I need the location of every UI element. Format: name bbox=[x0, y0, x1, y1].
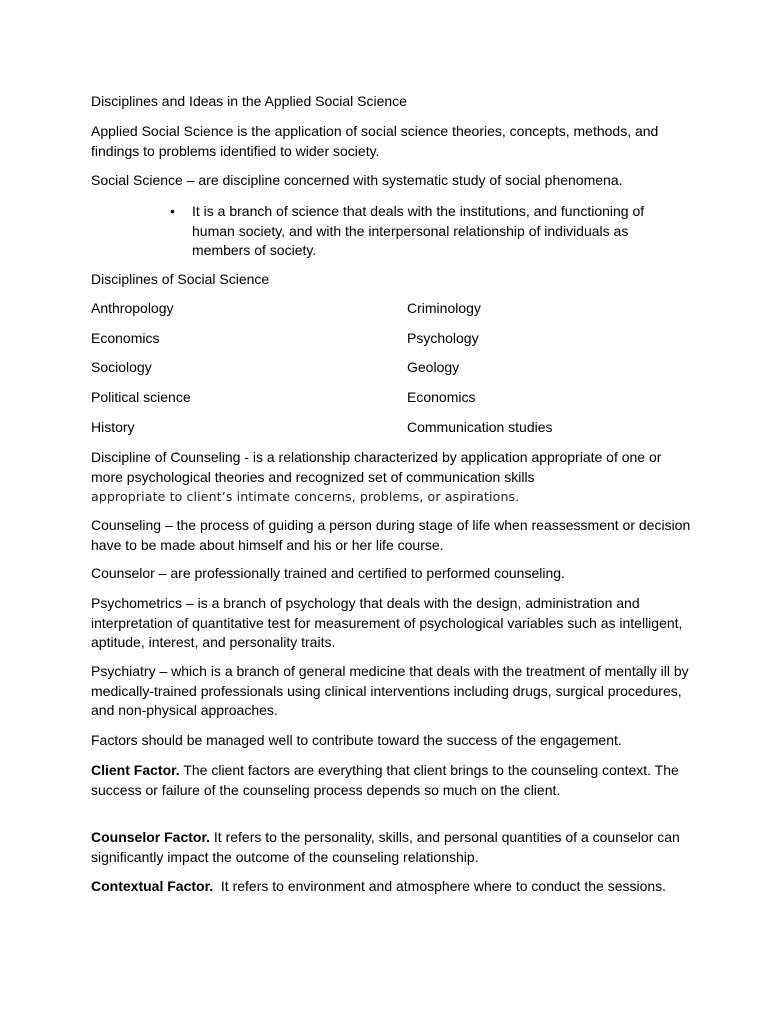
discipline-left-item: History bbox=[91, 419, 135, 435]
counselor-definition: Counselor – are professionally trained and certified to performed counseling. bbox=[91, 565, 565, 581]
counselor-factor-paragraph bbox=[91, 828, 691, 867]
discipline-left-item: Anthropology bbox=[91, 300, 174, 316]
intro-paragraph: Applied Social Science is the application of social science theories, concepts, methods, and findings to problems identified to wider society. bbox=[91, 123, 659, 159]
counseling-discipline-continuation: appropriate to client’s intimate concerns, problems, or aspirations. bbox=[91, 489, 520, 504]
discipline-right-item: Psychology bbox=[407, 330, 479, 346]
factors-intro: Factors should be managed well to contribute toward the success of the engagement. bbox=[91, 732, 622, 748]
social-science-definition: Social Science – are discipline concerned with systematic study of social phenomena. bbox=[91, 172, 623, 188]
client-factor-paragraph bbox=[91, 761, 691, 800]
discipline-left-item: Political science bbox=[91, 389, 191, 405]
discipline-left-item: Economics bbox=[91, 330, 160, 346]
contextual-factor-paragraph bbox=[91, 877, 691, 897]
discipline-right-item: Communication studies bbox=[407, 419, 553, 435]
counseling-definition: Counseling – the process of guiding a person during stage of life when reassessment or decision have to be made about himself and his or her life course. bbox=[91, 517, 691, 553]
counselor-factor-term: Counselor Factor. bbox=[91, 829, 211, 845]
document-title: Disciplines and Ideas in the Applied Social Science bbox=[91, 93, 407, 109]
discipline-right-item: Economics bbox=[407, 389, 476, 405]
discipline-right-item: Criminology bbox=[407, 300, 481, 316]
counseling-discipline-paragraph bbox=[91, 448, 691, 507]
bullet-marker: • bbox=[170, 203, 175, 219]
client-factor-text: The client factors are everything that client brings to the counseling context. The success or failure of the counseling process depends so much on the client. bbox=[91, 762, 679, 798]
discipline-left-item: Sociology bbox=[91, 359, 152, 375]
contextual-factor-term: Contextual Factor. bbox=[91, 878, 214, 894]
discipline-right-item: Geology bbox=[407, 359, 460, 375]
psychometrics-definition: Psychometrics – is a branch of psychology that deals with the design, administration and interpretation of quantitative test for measurement of psychological variables such as intelligent, aptitude, interest, and personality traits. bbox=[91, 595, 683, 650]
psychiatry-definition: Psychiatry – which is a branch of general medicine that deals with the treatment of mentally ill by medically-trained professionals using clinical interventions including drugs, surgical procedures, and non-physical approaches. bbox=[91, 663, 689, 718]
counselor-factor-text: It refers to the personality, skills, and personal quantities of a counselor can significantly impact the outcome of the counseling relationship. bbox=[91, 829, 680, 865]
counseling-discipline-text: Discipline of Counseling - is a relationship characterized by application appropriate of one or more psychological theories and recognized set of communication skills bbox=[91, 449, 662, 485]
contextual-factor-text: It refers to environment and atmosphere where to conduct the sessions. bbox=[213, 878, 667, 894]
bullet-text: It is a branch of science that deals with the institutions, and functioning of human society, and with the interpersonal relationship of individuals as members of society. bbox=[192, 203, 645, 258]
disciplines-heading: Disciplines of Social Science bbox=[91, 271, 270, 287]
client-factor-term: Client Factor. bbox=[91, 762, 180, 778]
bullet-item bbox=[170, 202, 670, 262]
